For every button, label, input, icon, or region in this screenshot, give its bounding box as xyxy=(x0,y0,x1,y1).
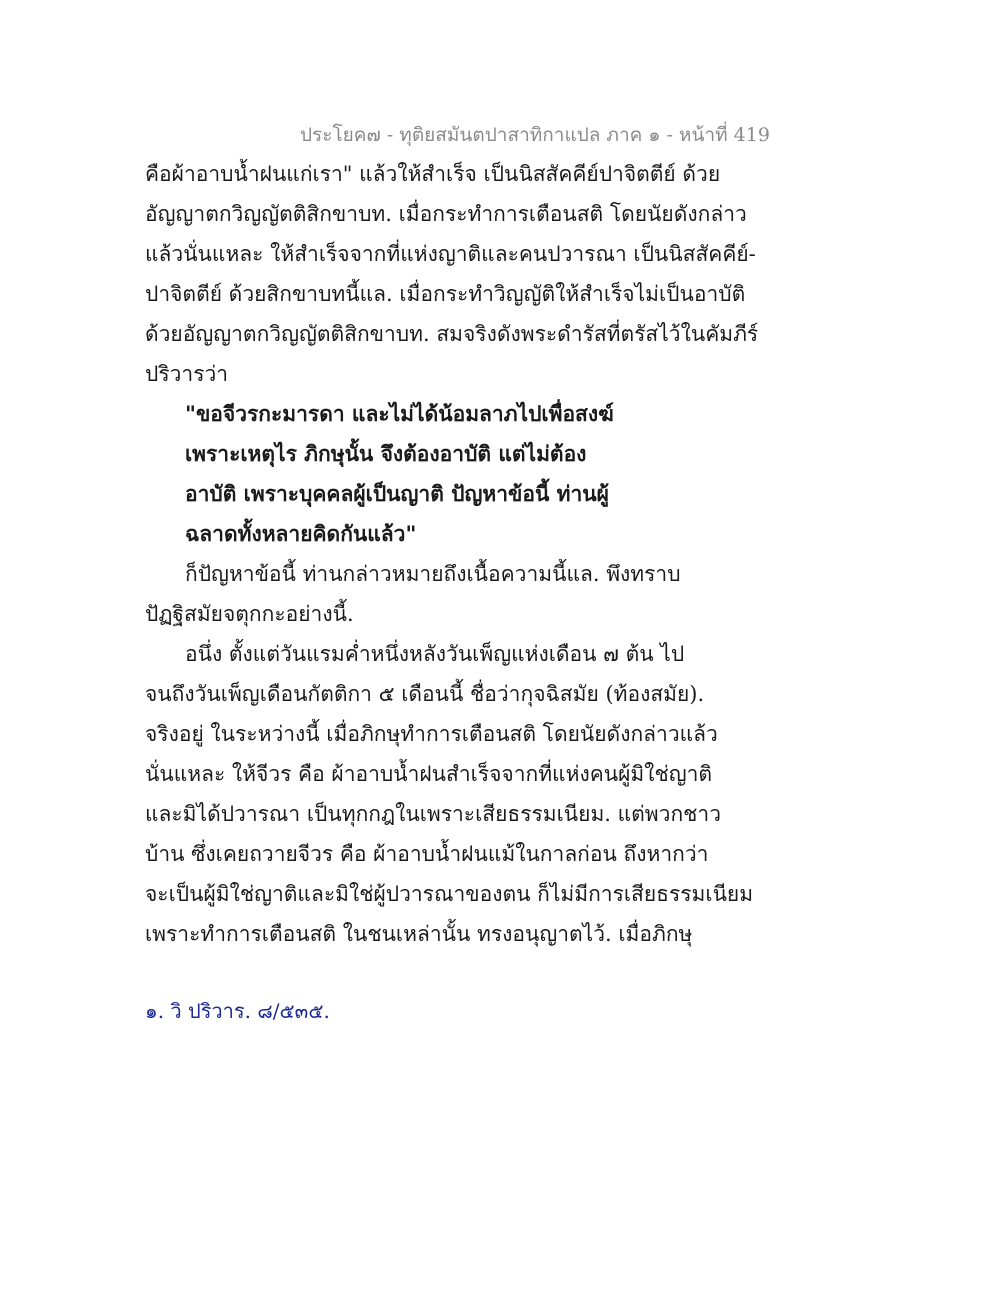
text-line: บ้าน ซึ่งเคยถวายจีวร คือ ผ้าอาบน้ำฝนแม้ในกาลก่อน ถึงหากว่า xyxy=(145,842,709,866)
quote-line: เพราะเหตุไร ภิกษุนั้น จึงต้องอาบัติ แต่ไม่ต้อง xyxy=(185,441,587,466)
text-line: อัญญาตกวิญญัตติสิกขาบท. เมื่อกระทำการเตือนสติ โดยนัยดังกล่าว xyxy=(145,202,747,226)
text-line: ก็ปัญหาข้อนี้ ท่านกล่าวหมายถึงเนื้อความนี้แล. พึงทราบ xyxy=(185,562,681,586)
body-text xyxy=(145,154,865,954)
text-line: จริงอยู่ ในระหว่างนี้ เมื่อภิกษุทำการเตือนสติ โดยนัยดังกล่าวแล้ว xyxy=(145,722,718,746)
quote-line: "ขอจีวรกะมารดา และไม่ได้น้อมลาภไปเพื่อสงฆ์ xyxy=(185,401,614,426)
text-line: จะเป็นผู้มิใช่ญาติและมิใช่ผู้ปวารณาของตน ก็ไม่มีการเสียธรรมเนียม xyxy=(145,882,754,906)
text-line: นั่นแหละ ให้จีวร คือ ผ้าอาบน้ำฝนสำเร็จจากที่แห่งคนผู้มิใช่ญาติ xyxy=(145,762,713,786)
text-line: ปาจิตตีย์ ด้วยสิกขาบทนี้แล. เมื่อกระทำวิญญัติให้สำเร็จไม่เป็นอาบัติ xyxy=(145,282,746,306)
page-header: ประโยค๗ - ทุติยสมันตปาสาทิกาแปล ภาค ๑ - หน้าที่ 419 xyxy=(300,124,770,146)
quote-line: อาบัติ เพราะบุคคลผู้เป็นญาติ ปัญหาข้อนี้ ท่านผู้ xyxy=(185,481,609,506)
quote-line: ฉลาดทั้งหลายคิดกันแล้ว" xyxy=(185,521,417,546)
text-line: ด้วยอัญญาตกวิญญัตติสิกขาบท. สมจริงดังพระดำรัสที่ตรัสไว้ในคัมภีร์ xyxy=(145,322,759,346)
text-line: แล้วนั่นแหละ ให้สำเร็จจากที่แห่งญาติและคนปวารณา เป็นนิสสัคคีย์- xyxy=(145,242,756,266)
text-line: จนถึงวันเพ็ญเดือนกัตติกา ๕ เดือนนี้ ชื่อว่ากุจฉิสมัย (ท้องสมัย). xyxy=(145,682,705,706)
text-line: คือผ้าอาบน้ำฝนแก่เรา" แล้วให้สำเร็จ เป็นนิสสัคคีย์ปาจิตตีย์ ด้วย xyxy=(145,162,721,186)
text-line: เพราะทำการเตือนสติ ในชนเหล่านั้น ทรงอนุญาตไว้. เมื่อภิกษุ xyxy=(145,922,693,946)
footnote: ๑. วิ ปริวาร. ๘/๕๓๕. xyxy=(145,999,330,1023)
text-line: ปัฏฐิสมัยจตุกกะอย่างนี้. xyxy=(145,602,354,626)
text-line: ปริวารว่า xyxy=(145,362,229,386)
text-line: และมิได้ปวารณา เป็นทุกกฎในเพราะเสียธรรมเนียม. แต่พวกชาว xyxy=(145,802,721,826)
text-line: อนึ่ง ตั้งแต่วันแรมค่ำหนึ่งหลังวันเพ็ญแห่งเดือน ๗ ต้น ไป xyxy=(185,642,685,666)
